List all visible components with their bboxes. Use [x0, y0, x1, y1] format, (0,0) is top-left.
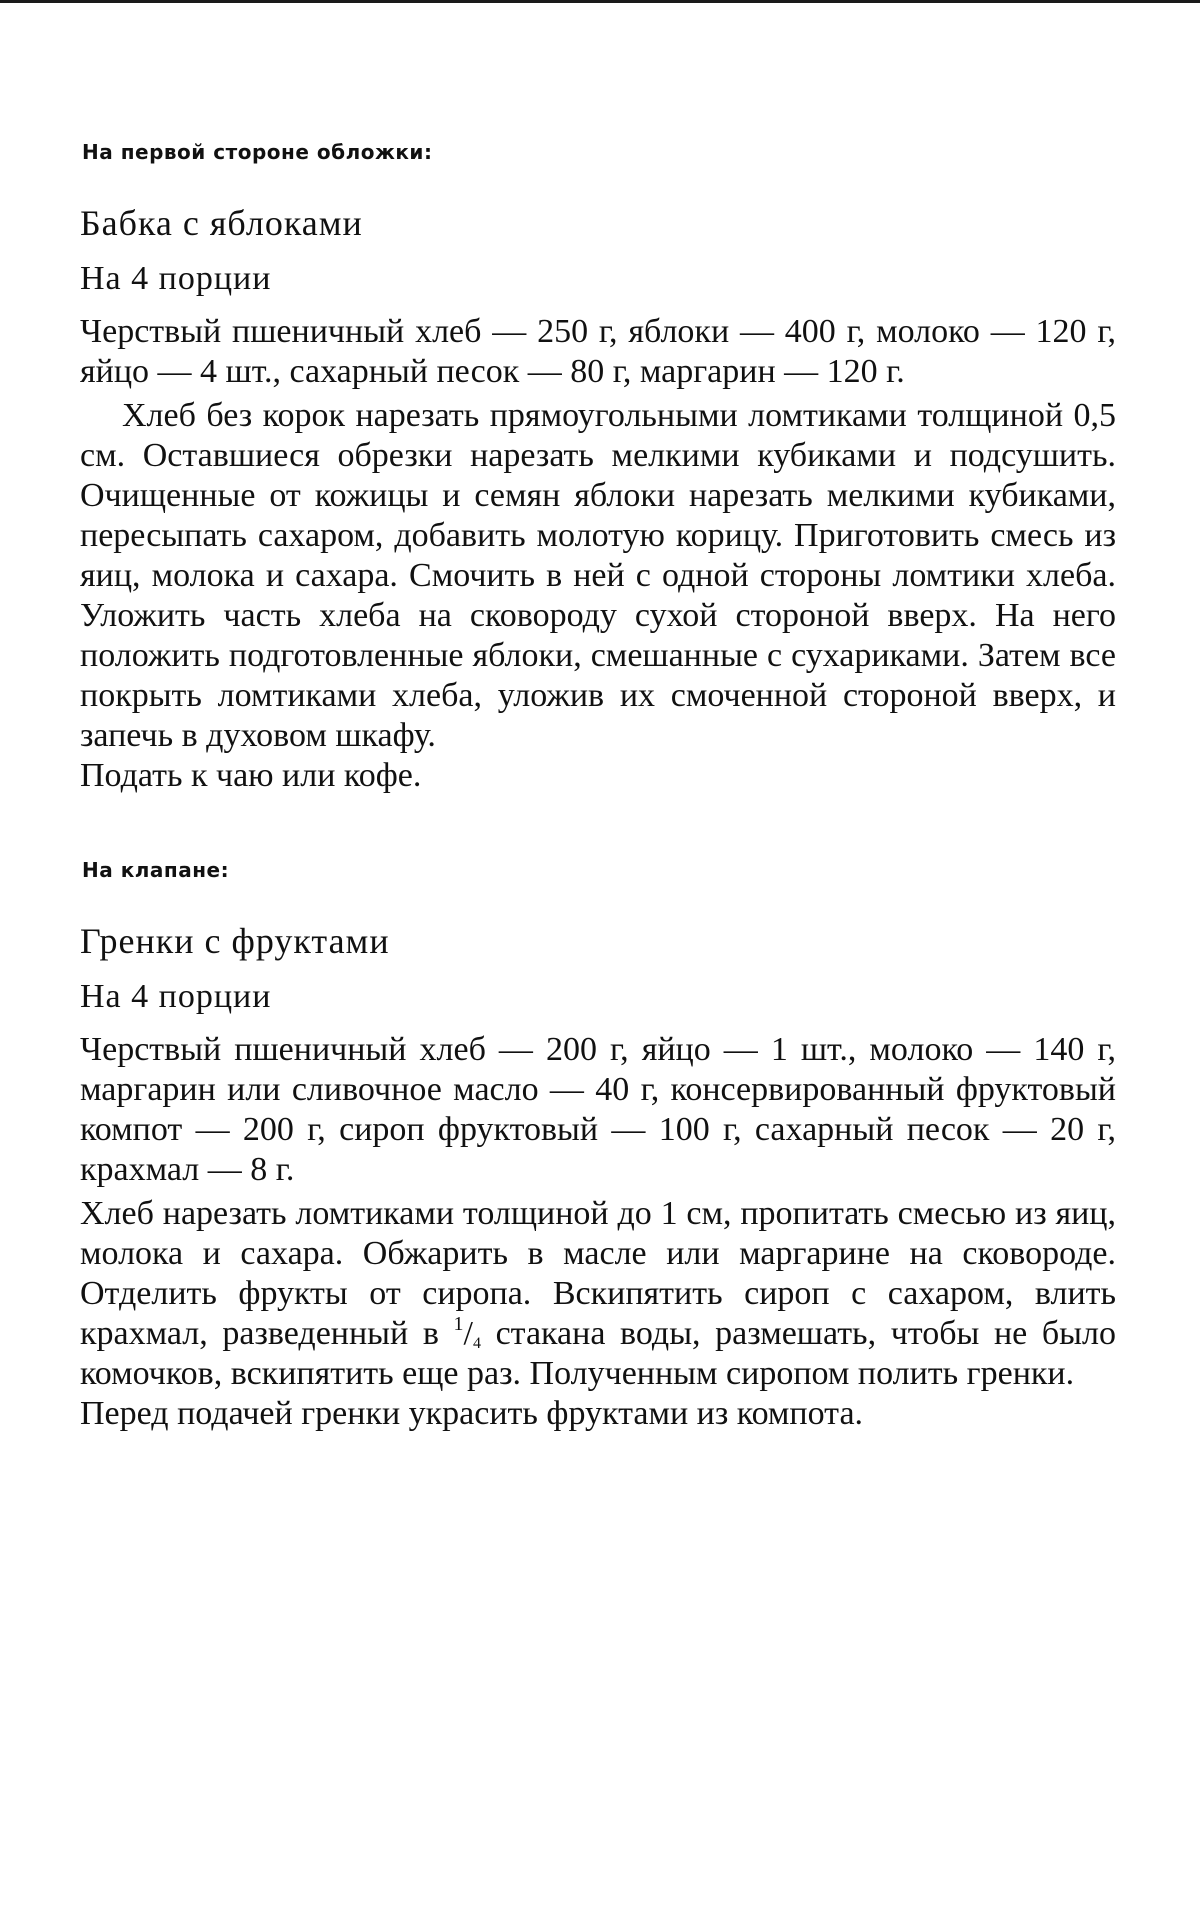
serving-note: Перед подачей гренки украсить фруктами из компота. — [80, 1394, 1116, 1434]
method-paragraph: Хлеб нарезать ломтиками толщиной до 1 см, пропитать смесью из яиц, молока и сахара. Обжарить в масле или маргарине на сковороде. Отделить фрукты от сиропа. Вскипятить сироп с сахаром, влить крахмал, разведенный в 1/4 стакана воды, размешать, чтобы не было комочков, вскипятить еще раз. Полученным сиропом полить гренки. — [80, 1194, 1116, 1394]
recipe-title: Гренки с фруктами — [80, 920, 1116, 962]
section-label: На клапане: — [82, 858, 1116, 882]
fraction-denominator: 4 — [473, 1335, 481, 1352]
fraction-numerator: 1 — [454, 1313, 464, 1335]
section-label: На первой стороне обложки: — [82, 140, 1116, 164]
recipe-section-cover — [80, 140, 1116, 796]
method-text-part2: стакана воды, размешать, чтобы не было комочков, вскипятить еще раз. Полученным сиропом полить гренки. — [80, 1315, 1116, 1392]
ingredients-paragraph: Черствый пшеничный хлеб — 250 г, яблоки — 400 г, молоко — 120 г, яйцо — 4 шт., сахарный песок — 80 г, маргарин — 120 г. — [80, 312, 1116, 392]
serving-note: Подать к чаю или кофе. — [80, 756, 1116, 796]
recipe-title: Бабка с яблоками — [80, 202, 1116, 244]
recipe-section-flap — [80, 858, 1116, 1434]
top-border-rule — [0, 0, 1200, 3]
method-paragraph: Хлеб без корок нарезать прямоугольными ломтиками толщиной 0,5 см. Оставшиеся обрезки нарезать мелкими кубиками и подсушить. Очищенные от кожицы и семян яблоки нарезать мелкими кубиками, пересыпать сахаром, добавить молотую корицу. Приготовить смесь из яиц, молока и сахара. Смочить в ней с одной стороны ломтики хлеба. Уложить часть хлеба на сковороду сухой стороной вверх. На него положить подготовленные яблоки, смешанные с сухариками. Затем все покрыть ломтиками хлеба, уложив их смоченной стороной вверх, и запечь в духовом шкафу. — [80, 396, 1116, 756]
portions-line: На 4 порции — [80, 978, 1116, 1016]
ingredients-paragraph: Черствый пшеничный хлеб — 200 г, яйцо — 1 шт., молоко — 140 г, маргарин или сливочное масло — 40 г, консервированный фруктовый компот — 200 г, сироп фруктовый — 100 г, сахарный песок — 20 г, крахмал — 8 г. — [80, 1030, 1116, 1190]
document-page — [80, 140, 1116, 1434]
portions-line: На 4 порции — [80, 260, 1116, 298]
method-text-part1: Хлеб нарезать ломтиками толщиной до 1 см, пропитать смесью из яиц, молока и сахара. Обжарить в масле или маргарине на сковороде. Отделить фрукты от сиропа. Вскипятить сироп с сахаром, влить крахмал, разведенный в — [80, 1195, 1116, 1352]
